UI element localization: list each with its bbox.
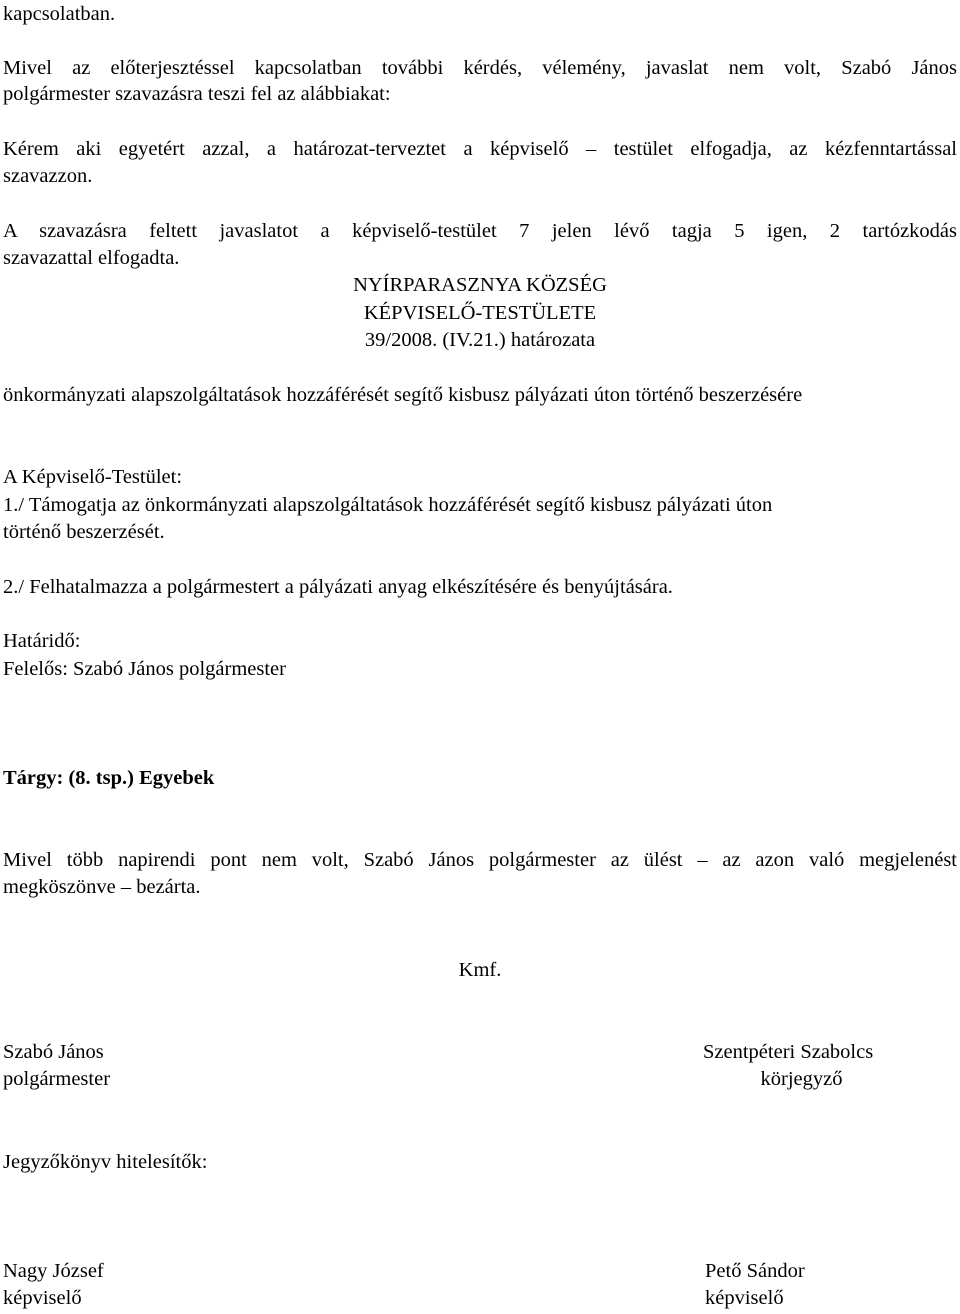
paragraph-2-line-2: szavazzon. bbox=[3, 165, 93, 187]
agenda-item-title: Tárgy: (8. tsp.) Egyebek bbox=[3, 767, 215, 789]
closing-line-1: Mivel több napirendi pont nem volt, Szabó János polgármester az ülést – az azon való megjelenést bbox=[3, 850, 957, 871]
signature-right-name: Szentpéteri Szabolcs bbox=[703, 1041, 874, 1063]
resolution-item-1-line-2: történő beszerzését. bbox=[3, 521, 165, 543]
authenticator-left-title: képviselő bbox=[3, 1287, 82, 1309]
authenticator-right-title: képviselő bbox=[705, 1287, 784, 1309]
authenticator-right-name: Pető Sándor bbox=[705, 1260, 805, 1282]
paragraph-1-line-2: polgármester szavazásra teszi fel az alábbiakat: bbox=[3, 83, 391, 105]
resolution-item-1-line-1: 1./ Támogatja az önkormányzati alapszolgáltatások hozzáférését segítő kisbusz pályázati úton bbox=[3, 494, 773, 516]
resolution-heading-municipality: NYÍRPARASZNYA KÖZSÉG bbox=[353, 274, 607, 296]
paragraph-2-line-1: Kérem aki egyetért azzal, a határozat-terveztet a képviselő – testület elfogadja, az kézfenntartással bbox=[3, 139, 957, 160]
resolution-subject: önkormányzati alapszolgáltatások hozzáférését segítő kisbusz pályázati úton történő beszerzésére bbox=[3, 384, 803, 406]
paragraph-3-line-2: szavazattal elfogadta. bbox=[3, 247, 180, 269]
closing-line-2: megköszönve – bezárta. bbox=[3, 876, 201, 898]
resolution-deadline: Határidő: bbox=[3, 630, 81, 652]
kmf-label: Kmf. bbox=[458, 959, 502, 981]
resolution-number: 39/2008. (IV.21.) határozata bbox=[364, 329, 596, 351]
signature-left-name: Szabó János bbox=[3, 1041, 104, 1063]
resolution-body-intro: A Képviselő-Testület: bbox=[3, 466, 183, 488]
resolution-heading-body: KÉPVISELŐ-TESTÜLETE bbox=[363, 302, 597, 324]
resolution-responsible: Felelős: Szabó János polgármester bbox=[3, 658, 286, 680]
paragraph-3-line-1: A szavazásra feltett javaslatot a képviselő-testület 7 jelen lévő tagja 5 igen, 2 tartózkodás bbox=[3, 221, 957, 242]
paragraph-1-line-1: Mivel az előterjesztéssel kapcsolatban további kérdés, vélemény, javaslat nem volt, Szabó János bbox=[3, 58, 957, 79]
resolution-item-2: 2./ Felhatalmazza a polgármestert a pályázati anyag elkészítésére és benyújtására. bbox=[3, 576, 673, 598]
signature-right-title: körjegyző bbox=[760, 1068, 843, 1090]
previous-line-fragment: kapcsolatban. bbox=[3, 3, 116, 25]
authenticator-left-name: Nagy József bbox=[3, 1260, 104, 1282]
authenticators-label: Jegyzőkönyv hitelesítők: bbox=[3, 1151, 208, 1173]
signature-left-title: polgármester bbox=[3, 1068, 111, 1090]
